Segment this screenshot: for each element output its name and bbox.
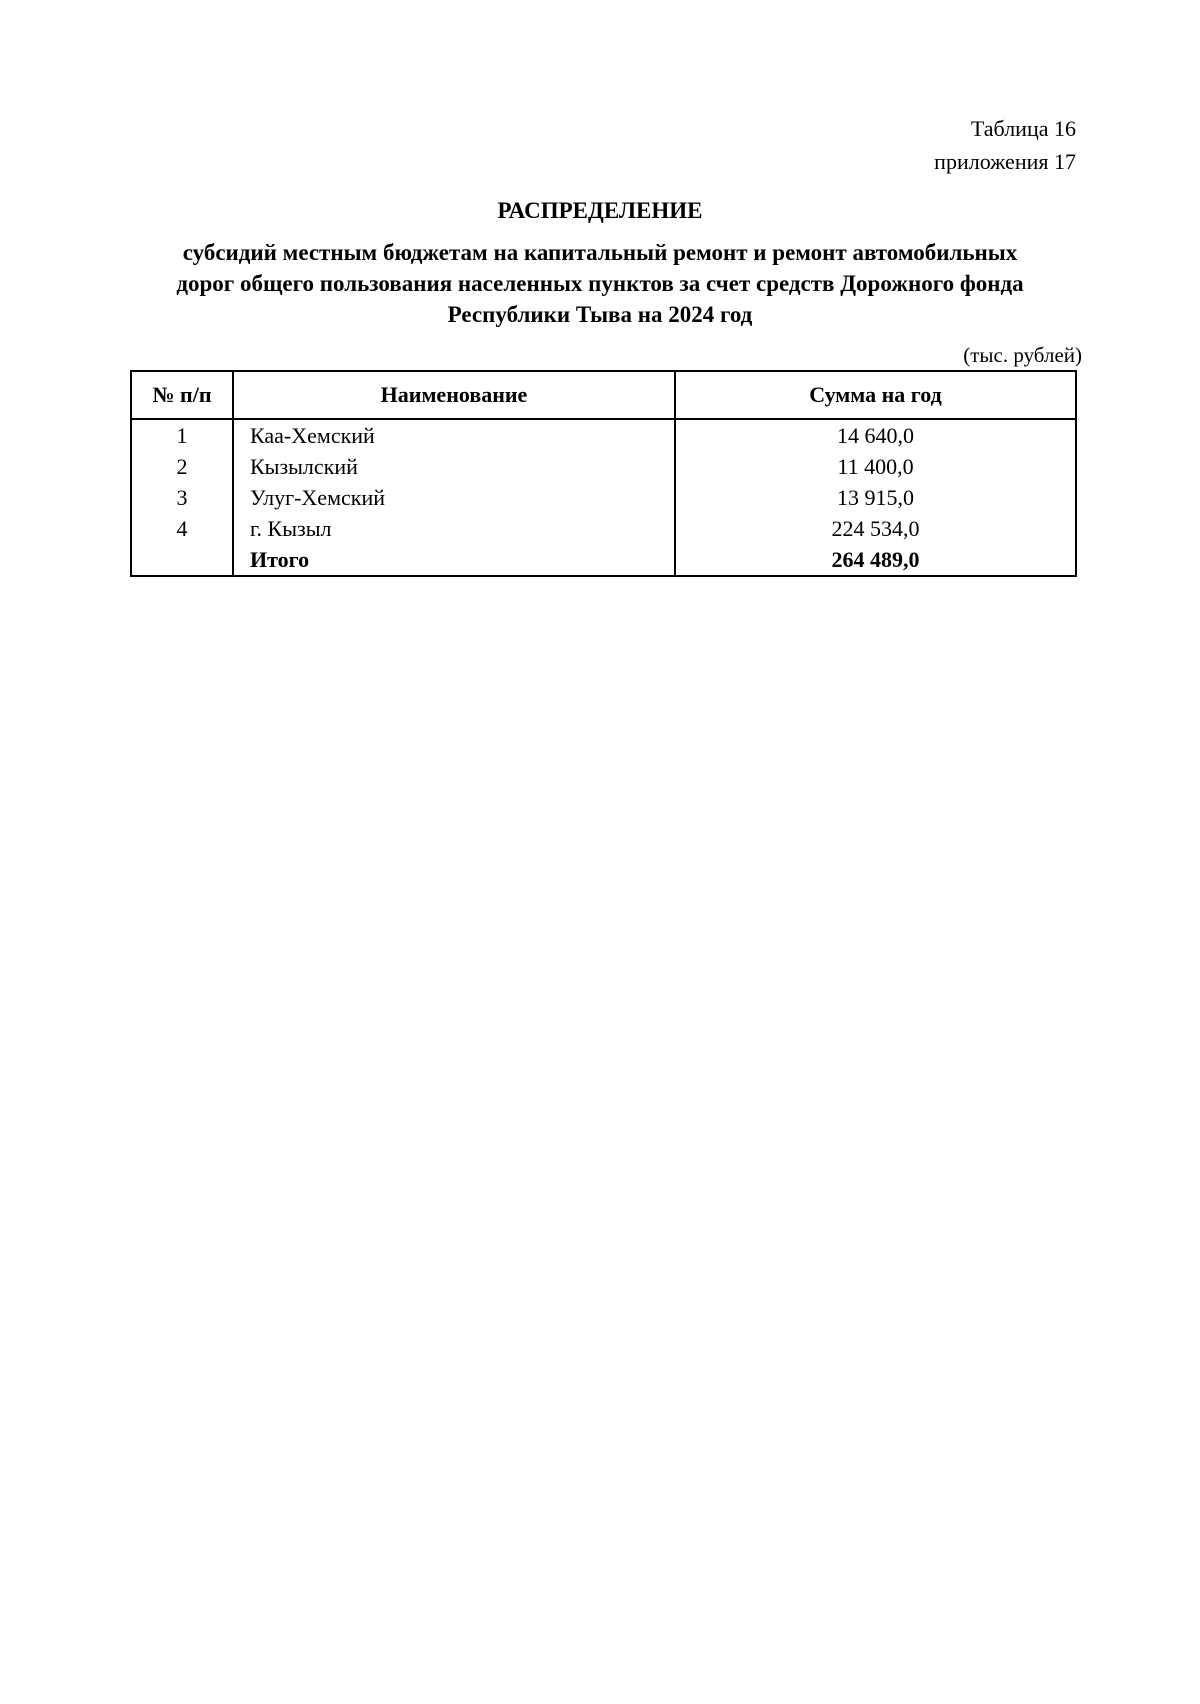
subtitle-line: субсидий местным бюджетам на капитальный ремонт и ремонт автомобильных	[182, 240, 1018, 265]
table-caption	[934, 112, 1076, 178]
row-name: Кызылский	[233, 451, 675, 482]
row-name: г. Кызыл	[233, 513, 675, 544]
table-header-row	[131, 371, 1076, 419]
row-number: 2	[131, 451, 233, 482]
row-name: Каа-Хемский	[233, 419, 675, 451]
total-sum: 264 489,0	[675, 544, 1076, 576]
subtitle-line: дорог общего пользования населенных пунктов за счет средств Дорожного фонда	[176, 271, 1024, 296]
total-number	[131, 544, 233, 576]
table-row	[131, 513, 1076, 544]
subtitle-line: Республики Тыва на 2024 год	[447, 302, 753, 327]
row-sum: 11 400,0	[675, 451, 1076, 482]
row-sum: 224 534,0	[675, 513, 1076, 544]
total-row	[131, 544, 1076, 576]
row-number: 1	[131, 419, 233, 451]
table-row	[131, 451, 1076, 482]
column-header-sum: Сумма на год	[675, 371, 1076, 419]
document-subtitle	[140, 237, 1060, 330]
row-number: 3	[131, 482, 233, 513]
column-header-name: Наименование	[233, 371, 675, 419]
document-title: РАСПРЕДЕЛЕНИЕ	[497, 198, 703, 223]
table-row	[131, 482, 1076, 513]
row-sum: 14 640,0	[675, 419, 1076, 451]
distribution-table	[130, 370, 1077, 577]
unit-label: (тыс. рублей)	[963, 343, 1082, 367]
total-label: Итого	[233, 544, 675, 576]
column-header-number: № п/п	[131, 371, 233, 419]
table-number-label: Таблица 16	[970, 116, 1076, 141]
appendix-number-label: приложения 17	[934, 149, 1076, 174]
table-row	[131, 419, 1076, 451]
row-number: 4	[131, 513, 233, 544]
row-sum: 13 915,0	[675, 482, 1076, 513]
row-name: Улуг-Хемский	[233, 482, 675, 513]
